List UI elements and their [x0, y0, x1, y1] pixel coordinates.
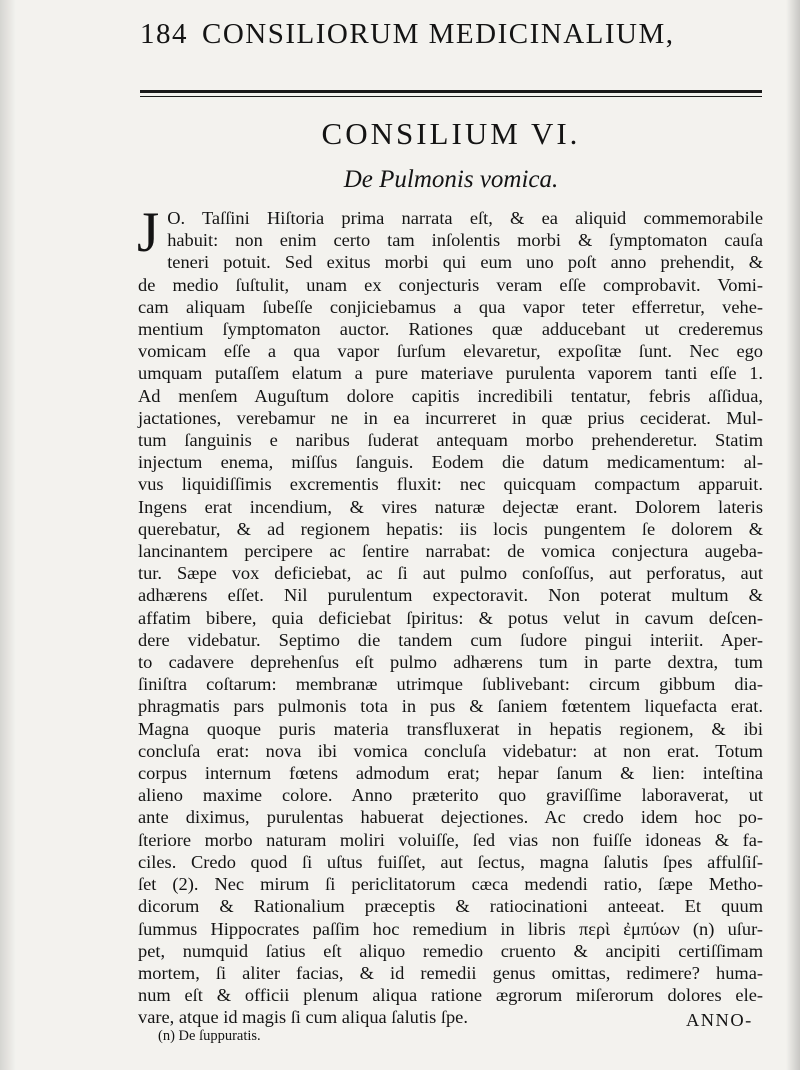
text-line: O. Taſſini Hiſtoria prima narrata eſt, & ea aliquid commemorabile	[167, 208, 763, 228]
page-number: 184	[140, 18, 188, 50]
text-line: phragmatis pars pulmonis tota in pus & ſaniem fœtentem liquefacta erat.	[138, 696, 763, 717]
text-line: ſummus Hippocrates paſſim hoc remedium in libris περὶ ἐμπύων (n) uſur-	[138, 918, 763, 939]
drop-cap: J	[137, 201, 160, 264]
text-line: injectum enema, miſſus ſanguis. Eodem die datum medicamentum: al-	[138, 452, 763, 473]
text-line: pet, numquid ſatius eſt aliquo remedio cruento & ancipiti certiſſimam	[138, 940, 763, 961]
text-line: ciles. Credo quod ſi uſtus fuiſſet, aut ſectus, magna ſalutis ſpes affulſiſ-	[138, 851, 763, 872]
chapter-subheading: De Pulmonis vomica.	[343, 166, 559, 193]
text-line: Magna quoque puris materia transfluxerat in hepatis regionem, & ibi	[138, 718, 763, 739]
text-line: concluſa erat: nova ibi vomica concluſa videbatur: at non erat. Totum	[138, 740, 763, 761]
text-line: corpus internum fœtens admodum erat; hepar ſanum & lien: inteſtina	[138, 763, 763, 784]
text-line: dicorum & Rationalium præceptis & ratiocinationi anteeat. Et quum	[138, 896, 763, 917]
text-line: vus liquidiſſimis excrementis fluxit: nec quicquam compactum apparuit.	[138, 474, 763, 495]
footnote: (n) De ſuppuratis.	[158, 1028, 261, 1044]
text-line: to cadavere deprehenſus eſt pulmo adhærens tum in parte dextra, tum	[138, 652, 763, 673]
text-line: Ad menſem Auguſtum dolore capitis incredibili tentatur, febris aſſidua,	[138, 385, 763, 406]
text-line: teneri potuit. Sed exitus morbi qui eum uno poſt anno prehendit, &	[167, 252, 763, 273]
text-line: num eſt & officii plenum aliqua ratione ægrorum miſerorum dolores ele-	[138, 985, 763, 1006]
text-line: cam aliquam ſubeſſe conjiciebamus a qua vapor teter efferretur, vehe-	[138, 296, 763, 317]
gutter-shadow	[0, 0, 16, 1070]
text-line: dere videbatur. Septimo die tandem cum ſudore pingui interiit. Aper-	[138, 629, 763, 650]
running-head	[140, 18, 760, 51]
text-line: ſiniſtra coſtarum: membranæ utrimque ſublivebant: circum gibbum dia-	[138, 674, 763, 695]
header-rule-thin	[140, 96, 762, 97]
body-text	[137, 201, 763, 1029]
text-line: vomicam eſſe a qua vapor ſurſum elevaretur, expoſitæ ſunt. Nec ego	[138, 341, 763, 362]
text-line: ſteriore morbo naturam moliri voluiſſe, ſed vias non fuiſſe idoneas & fa-	[138, 829, 763, 850]
text-line: ante diximus, purulentas habuerat dejectiones. Ac credo idem hoc po-	[138, 807, 763, 828]
text-line: Ingens erat incendium, & vires naturæ dejectæ erant. Dolorem lateris	[138, 496, 763, 517]
text-line: jactationes, verebamur ne in ea incurreret in quæ prius ceciderat. Mul-	[138, 407, 763, 428]
text-line: mentium ſymptomaton auctor. Rationes quæ adducebant ut crederemus	[138, 319, 763, 340]
text-line: querebatur, & ad regionem hepatis: iis locis pungentem ſe dolorem &	[138, 518, 763, 539]
text-line: adhærens eſſet. Nil purulentum expectoravit. Non poterat multum &	[138, 585, 763, 606]
catchword: ANNO-	[686, 1010, 753, 1030]
running-title: CONSILIORUM MEDICINALIUM,	[202, 18, 675, 50]
text-line: de medio ſuſtulit, unam ex conjecturis veram eſſe comprobavit. Vomi-	[138, 274, 763, 295]
text-line: umquam putaſſem elatum a pure materiave purulenta vaporem tanti eſſe 1.	[138, 363, 763, 384]
text-line: mortem, ſi aliter facias, & id remedii genus omittas, redimere? huma-	[138, 962, 763, 983]
page-edge-shadow	[786, 0, 800, 1070]
text-line: vare, atque id magis ſi cum aliqua ſalutis ſpe.	[138, 1007, 468, 1028]
text-line: habuit: non enim certo tam inſolentis morbi & ſymptomaton cauſa	[167, 230, 763, 251]
text-line: ſet (2). Nec mirum ſi periclitatorum cæca medendi ratio, ſæpe Metho-	[138, 874, 763, 895]
text-line: alieno maxime colore. Anno præterito quo graviſſime laboraverat, ut	[138, 785, 763, 806]
text-line: lancinantem percipere ac ſentire narrabat: de vomica conjectura augeba-	[138, 541, 763, 562]
header-rule	[140, 90, 762, 93]
chapter-heading: CONSILIUM VI.	[321, 116, 581, 151]
text-line: tum ſanguinis e naribus ſuderat antequam morbo prehenderetur. Statim	[138, 430, 763, 451]
text-line: tur. Sæpe vox deficiebat, ac ſi aut pulmo conſoſſus, aut perforatus, aut	[138, 563, 763, 584]
text-line: affatim bibere, quia deficiebat ſpiritus: & potus velut in cavum deſcen-	[138, 607, 763, 628]
